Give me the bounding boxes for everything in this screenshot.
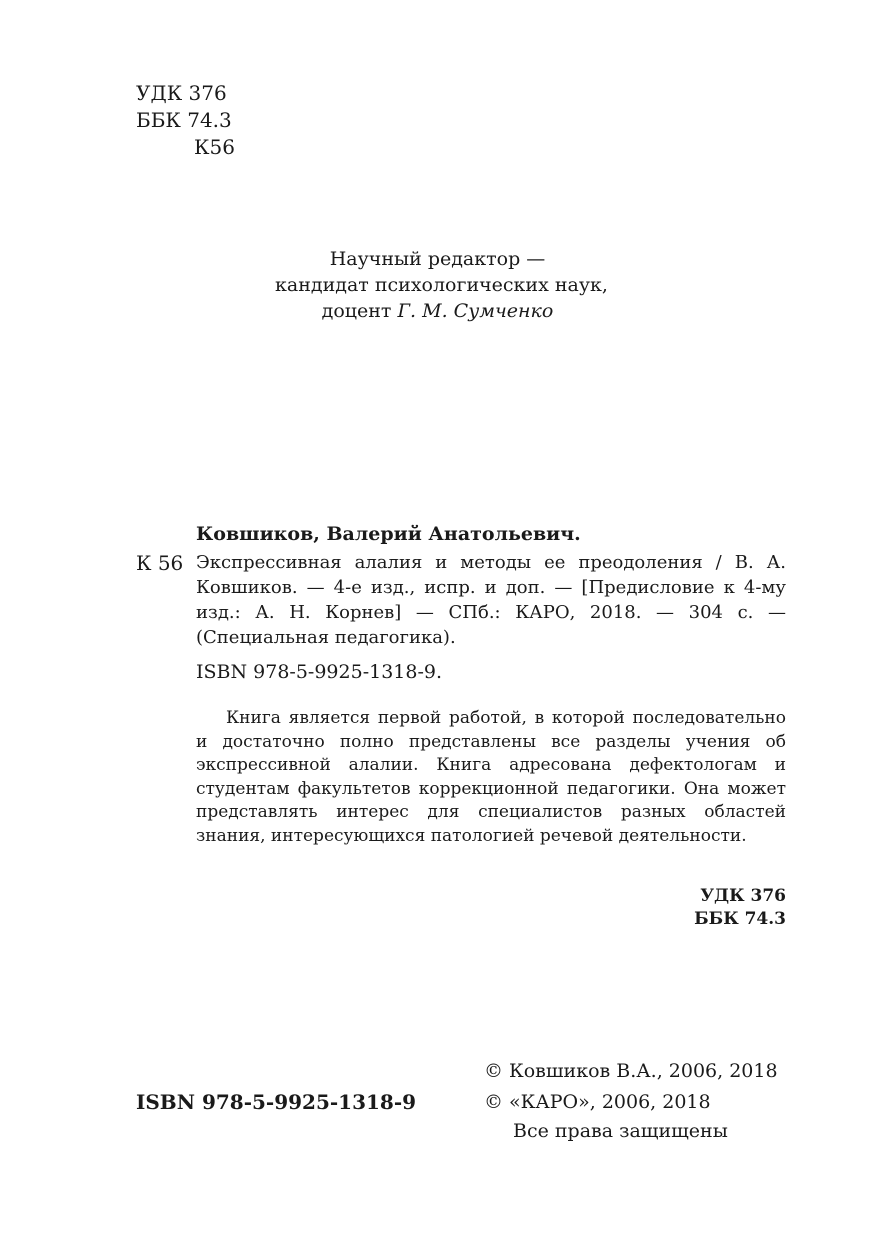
catalog-mark: К 56 bbox=[136, 551, 184, 575]
catalog-bbk: ББК 74.3 bbox=[694, 909, 786, 929]
scientific-editor bbox=[0, 246, 875, 324]
author-mark: К56 bbox=[194, 135, 235, 159]
copyright-block bbox=[484, 1056, 778, 1144]
footer-isbn: ISBN 978-5-9925-1318-9 bbox=[136, 1090, 417, 1114]
catalog-isbn: ISBN 978-5-9925-1318-9. bbox=[196, 661, 443, 683]
catalog-udk: УДК 376 bbox=[700, 886, 786, 906]
catalog-codes bbox=[694, 885, 786, 931]
editor-rank: доцент bbox=[321, 300, 398, 322]
copyright-author: © Ковшиков В.А., 2006, 2018 bbox=[484, 1060, 778, 1082]
catalog-author: Ковшиков, Валерий Анатольевич. bbox=[196, 523, 581, 545]
rights-reserved: Все права защищены bbox=[513, 1120, 728, 1142]
bibliographic-description: Экспрессивная алалия и методы ее преодоления / В. А. Ковшиков. — 4-е изд., испр. и доп. — [Предисловие к 4-му изд.: А. Н. Корнев] — СПб.: КАРО, 2018. — 304 с. — (Специальная педагогика). bbox=[196, 552, 786, 648]
udk-code: УДК 376 bbox=[136, 81, 227, 105]
editor-title: Научный редактор — bbox=[329, 248, 546, 270]
annotation: Книга является первой работой, в которой последовательно и достаточно полно представлены все разделы учения об экспрессивной алалии. Книга адресована дефектологам и студентам факультетов коррекционной педагогики. Она может представлять интерес для специалистов разных областей знания, интересующихся патологией речевой деятельности. bbox=[196, 708, 786, 846]
bbk-code: ББК 74.3 bbox=[136, 108, 232, 132]
copyright-publisher: © «КАРО», 2006, 2018 bbox=[484, 1091, 711, 1113]
editor-position bbox=[0, 298, 875, 324]
editor-name: Г. М. Сумченко bbox=[397, 300, 554, 322]
classification-codes bbox=[136, 80, 235, 161]
editor-degree: кандидат психологических наук, bbox=[275, 274, 608, 296]
